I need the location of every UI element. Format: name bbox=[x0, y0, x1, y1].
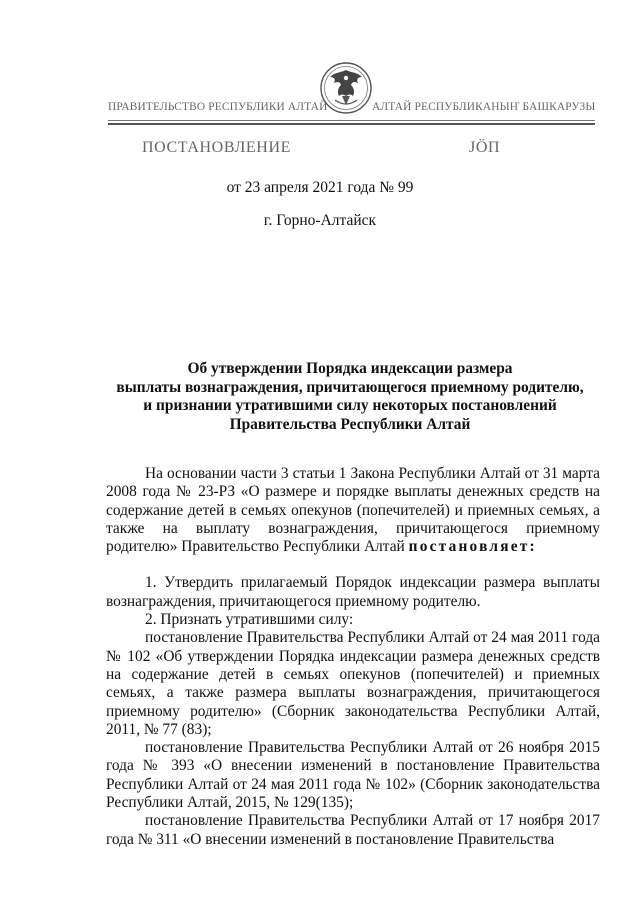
body-paragraph: постановление Правительства Республики Алтай от 17 ноября 2017 года № 311 «О внесении изменений в постановление Правительства bbox=[106, 812, 600, 848]
document-title bbox=[100, 360, 600, 434]
document-body bbox=[106, 465, 600, 849]
header-org-altai: АЛТАЙ РЕСПУБЛИКАНЫҤ БАШКАРУЗЫ bbox=[372, 101, 596, 113]
body-paragraph: постановление Правительства Республики Алтай от 24 мая 2011 года № 102 «Об утверждении Порядка индексации размера денежных средств на содержание детей в семьях опекунов (попечителей) и приемных семьях, а также размера выплаты вознаграждения, причитающегося приемному родителю» (Сборник законодательства Республики Алтай, 2011, № 77 (83); bbox=[106, 629, 600, 738]
header-org-russian: ПРАВИТЕЛЬСТВО РЕСПУБЛИКИ АЛТАЙ bbox=[108, 101, 328, 113]
document-city: г. Горно-Алтайск bbox=[263, 212, 377, 229]
doc-type-altai: ЈӦП bbox=[469, 139, 501, 156]
preamble-paragraph bbox=[106, 465, 600, 556]
header-rule-thin bbox=[108, 120, 595, 121]
body-paragraph: постановление Правительства Республики Алтай от 26 ноября 2015 года № 393 «О внесении изменений в постановление Правительства Республики Алтай от 24 мая 2011 года № 102» (Сборник законодательства Республики Алтай, 2015, № 129(135); bbox=[106, 739, 600, 812]
body-paragraph: 2. Признать утратившими силу: bbox=[145, 611, 354, 629]
title-line: и признании утратившими силу некоторых постановлений bbox=[143, 397, 557, 414]
title-line: Правительства Республики Алтай bbox=[229, 415, 471, 433]
doc-type-russian: ПОСТАНОВЛЕНИЕ bbox=[142, 139, 291, 156]
body-paragraph: 1. Утвердить прилагаемый Порядок индексации размера выплаты вознаграждения, причитающегося приемному родителю. bbox=[106, 574, 600, 610]
title-line: Об утверждении Порядка индексации размера bbox=[187, 360, 513, 377]
document-header bbox=[0, 0, 640, 130]
document-date: от 23 апреля 2021 года № 99 bbox=[226, 179, 414, 196]
title-line: выплаты вознаграждения, причитающегося приемному родителю, bbox=[116, 378, 584, 396]
resolves-keyword: постановляет: bbox=[408, 538, 537, 556]
preamble-text: На основании части 3 статьи 1 Закона Республики Алтай от 31 марта 2008 года № 23-РЗ «О размере и порядке выплаты денежных средств на содержание детей в семьях опекунов (попечителей) и приемных семьях, а также на выплату вознаграждения, причитающегося приемному родителю» Правительство Республики Алтай bbox=[106, 465, 600, 556]
header-rule-thick bbox=[108, 123, 595, 125]
